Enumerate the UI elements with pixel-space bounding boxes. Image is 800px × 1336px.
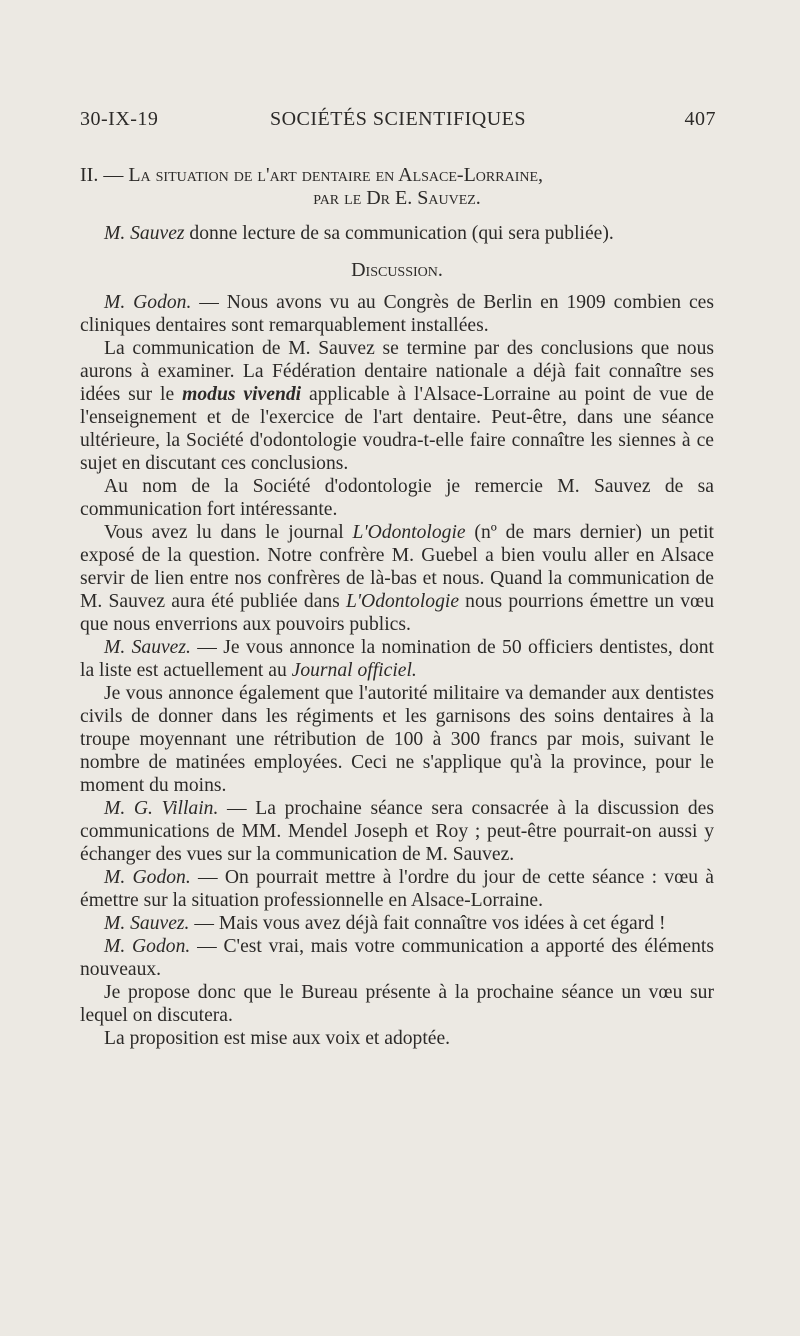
journal-title: L'Odontologie bbox=[352, 522, 466, 543]
journal-title: L'Odontologie bbox=[345, 591, 460, 612]
speaker-name: M. Godon. bbox=[104, 936, 191, 957]
speaker-name: M. Sauvez bbox=[104, 223, 185, 244]
paragraph-text: — On pourrait mettre à l'ordre du jour de cette séance : vœu à émettre sur la situation professionnelle en Alsace-Lorraine. bbox=[80, 867, 715, 911]
paragraph bbox=[80, 337, 714, 475]
paragraph-text: — Nous avons vu au Congrès de Berlin en 1909 combien ces cliniques dentaires sont remarquablement installées. bbox=[80, 292, 714, 336]
paragraph: Je propose donc que le Bureau présente à la prochaine séance un vœu sur lequel on discutera. bbox=[80, 982, 714, 1026]
emphasis-text: modus vivendi bbox=[182, 384, 302, 405]
paragraph bbox=[80, 291, 714, 337]
section-title-line1: II. — La situation de l'art dentaire en Alsace-Lorraine, bbox=[80, 164, 544, 186]
speaker-name: M. Godon. bbox=[104, 292, 192, 313]
header-date: 30-IX-19 bbox=[80, 108, 159, 130]
article-body bbox=[80, 164, 714, 1050]
running-header bbox=[80, 108, 716, 138]
paragraph-text: — C'est vrai, mais votre communication a apporté des éléments nouveaux. bbox=[80, 936, 714, 980]
paragraph bbox=[80, 866, 714, 912]
header-title: SOCIÉTÉS SCIENTIFIQUES bbox=[269, 108, 526, 130]
paragraph bbox=[80, 912, 714, 935]
paragraph-text: — Je vous annonce la nomination de 50 officiers dentistes, dont la liste est actuellement au bbox=[80, 637, 715, 681]
section-title-line2: par le Dr E. Sauvez. bbox=[313, 187, 481, 209]
paragraph-text: — Mais vous avez déjà fait connaître vos idées à cet égard ! bbox=[189, 913, 666, 934]
paragraph bbox=[80, 521, 714, 636]
paragraph-text: nous pourrions émettre un vœu que nous enverrions aux pouvoirs publics. bbox=[80, 591, 714, 635]
paragraph bbox=[80, 636, 714, 682]
intro-paragraph bbox=[80, 222, 714, 245]
speaker-name: M. G. Villain. bbox=[104, 798, 219, 819]
journal-title: Journal officiel. bbox=[291, 660, 417, 681]
paragraph: La proposition est mise aux voix et adoptée. bbox=[104, 1028, 451, 1049]
paragraph-text: donne lecture de sa communication (qui sera publiée). bbox=[184, 223, 614, 244]
speaker-name: M. Sauvez. bbox=[104, 637, 191, 658]
paragraph-text: (nº de mars dernier) un petit exposé de la question. Notre confrère M. Guebel a bien voulu aller en Alsace servir de lien entre nos confrères de là-bas et nous. Quand la communication de M. Sauvez aura été publiée dans bbox=[80, 522, 715, 612]
speaker-name: M. Godon. bbox=[104, 867, 191, 888]
paragraph-text: applicable à l'Alsace-Lorraine au point de vue de l'enseignement et de l'exercice de l'art dentaire. Peut-être, dans une séance ultérieure, la Société d'odontologie voudra-t-elle faire connaître les siennes à ce sujet en discutant ces conclusions. bbox=[80, 384, 714, 474]
page-number: 407 bbox=[684, 108, 716, 130]
paragraph bbox=[80, 935, 714, 981]
paragraph: Je vous annonce également que l'autorité militaire va demander aux dentistes civils de donner dans les régiments et les garnisons des soins dentaires à la troupe moyennant une rétribution de 100 à 300 francs par mois, suivant le nombre de matinées employées. Ceci ne s'applique qu'à la province, pour le moment du moins. bbox=[80, 683, 714, 796]
paragraph-text: Vous avez lu dans le journal bbox=[104, 522, 353, 543]
paragraph-text: La communication de M. Sauvez se termine par des conclusions que nous aurons à examiner. La Fédération dentaire nationale a déjà fait connaître ses idées sur le bbox=[80, 338, 714, 405]
paragraph-text: — La prochaine séance sera consacrée à la discussion des communications de MM. Mendel Joseph et Roy ; peut-être pourrait-on aussi y échanger des vues sur la communication de M. Sauvez. bbox=[80, 798, 714, 865]
paragraph bbox=[80, 797, 714, 866]
discussion-heading: Discussion. bbox=[351, 259, 443, 281]
paragraph: Au nom de la Société d'odontologie je remercie M. Sauvez de sa communication fort intéressante. bbox=[80, 476, 714, 520]
speaker-name: M. Sauvez. bbox=[104, 913, 190, 934]
